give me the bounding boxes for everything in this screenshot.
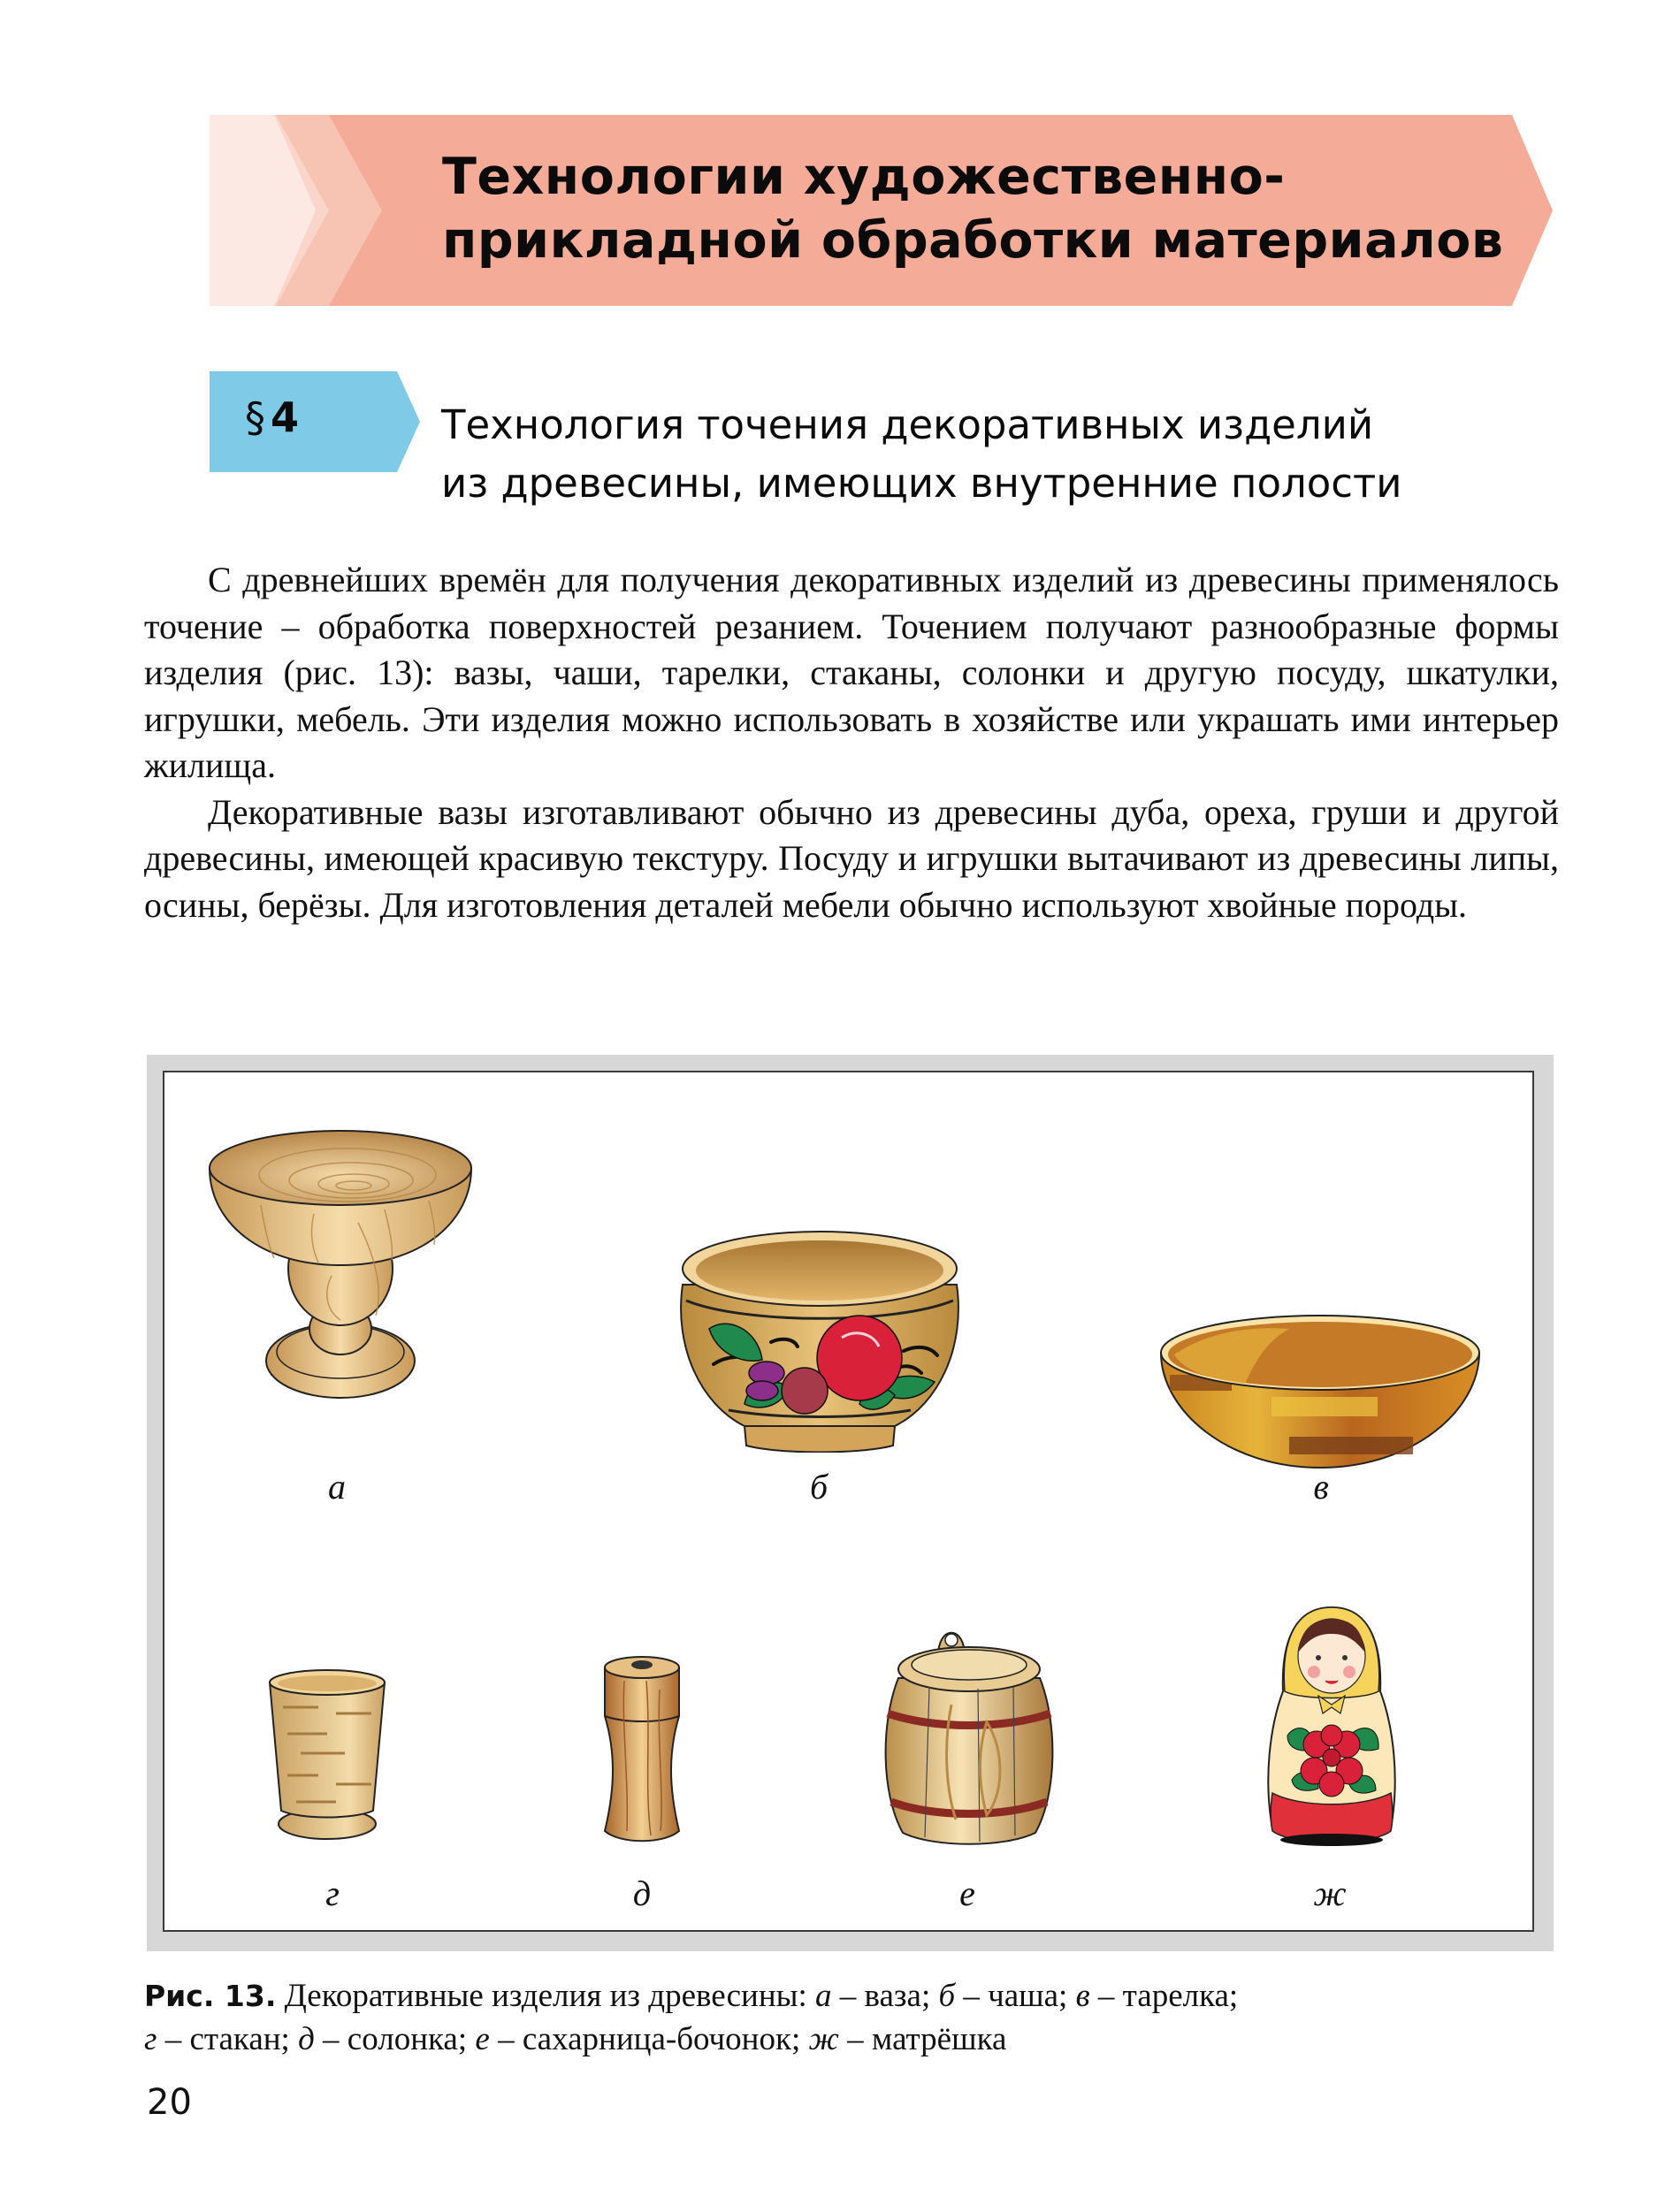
salt-shaker-illustration — [602, 1654, 682, 1849]
painted-bowl-illustration — [674, 1214, 966, 1453]
chapter-title-line-1: Технологии художественно- — [442, 148, 1286, 206]
figure-label-v: в — [1313, 1467, 1329, 1507]
paragraph-symbol: § — [245, 393, 265, 441]
segmented-bowl-icon — [1157, 1313, 1484, 1472]
paragraph: Декоративные вазы изготавливают обычно из древесины дуба, ореха, груши и другой древесины, имеющей красивую текстуру. Посуду и игрушки вытачивают из древесины липы, осины, берёзы. Для изготовления деталей мебели обычно используют хвойные породы. — [144, 791, 1559, 925]
caption-text: – солонка; — [314, 2021, 476, 2057]
salt-shaker-icon — [602, 1654, 682, 1849]
figure-label-g: г — [325, 1873, 340, 1913]
figure-13-panel — [163, 1071, 1534, 1932]
caption-text: – тарелка; — [1089, 1978, 1239, 2014]
figure-label-d: д — [632, 1873, 652, 1913]
caption-intro: Декоративные изделия из древесины: — [276, 1978, 816, 2014]
paragraph: С древнейших времён для получения декоративных изделий из древесины применялось точение – обработка поверхностей резанием. Точением получают разнообразные формы изделия (рис. 13): вазы, чаши, тарелки, стаканы, солонки и другую посуду, шкатулки, игрушки, мебель. Эти изделия можно использовать в хозяйстве или украшать ими интерьер жилища. — [144, 560, 1559, 785]
body-text — [144, 557, 1559, 928]
caption-text: – матрёшка — [838, 2021, 1007, 2057]
matryoshka-illustration — [1265, 1603, 1398, 1855]
section-number: 4 — [271, 393, 300, 441]
figure-13-frame — [147, 1055, 1554, 1951]
painted-bowl-icon — [674, 1214, 966, 1453]
caption-letter: ж — [808, 2021, 839, 2057]
chapter-banner — [210, 115, 1554, 306]
caption-letter: а — [815, 1978, 832, 2014]
cup-illustration — [265, 1665, 389, 1842]
caption-text: – ваза; — [831, 1978, 939, 2014]
section-number-badge — [245, 391, 299, 444]
figure-label-zh: ж — [1313, 1873, 1347, 1913]
caption-letter: г — [144, 2021, 157, 2057]
barrel-icon — [881, 1616, 1058, 1850]
figure-caption — [144, 1974, 1559, 2061]
figure-label-e: е — [959, 1873, 975, 1913]
segmented-bowl-illustration — [1157, 1313, 1484, 1472]
caption-text: – чаша; — [955, 1978, 1076, 2014]
section-title-line-2: из древесины, имеющих внутренние полости — [441, 460, 1402, 507]
vase-icon — [208, 1117, 473, 1417]
barrel-sugar-bowl-illustration — [881, 1616, 1058, 1850]
section-title-line-1: Технология точения декоративных изделий — [441, 401, 1374, 448]
figure-label-b: б — [809, 1467, 829, 1507]
chapter-title-line-2: прикладной обработки материалов — [442, 211, 1504, 270]
section-heading — [210, 371, 1589, 522]
vase-illustration — [208, 1117, 473, 1417]
page-number: 20 — [147, 2082, 192, 2123]
figure-reference: Рис. 13. — [144, 1979, 277, 2013]
caption-letter: в — [1075, 1978, 1090, 2014]
matryoshka-icon — [1265, 1603, 1398, 1855]
caption-letter: е — [475, 2021, 490, 2057]
caption-letter: д — [298, 2021, 315, 2057]
cup-icon — [265, 1665, 389, 1842]
caption-text: – стакан; — [157, 2021, 299, 2057]
section-title — [441, 396, 1591, 513]
figure-label-a: а — [328, 1467, 346, 1507]
chapter-title — [442, 145, 1530, 272]
caption-letter: б — [938, 1978, 956, 2014]
caption-text: – сахарница-бочонок; — [489, 2021, 809, 2057]
section-badge-shape — [210, 371, 422, 472]
